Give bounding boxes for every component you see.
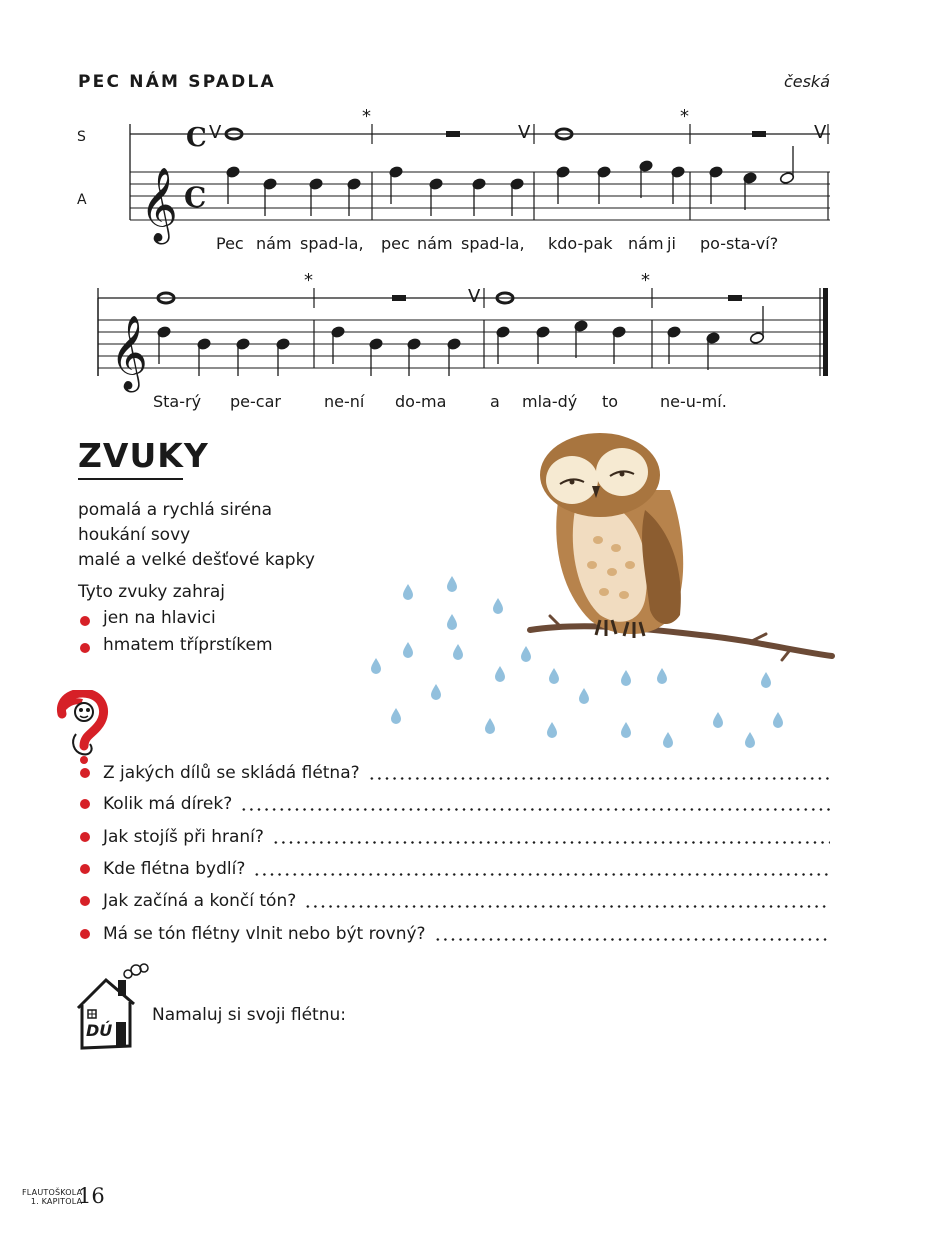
answer-line[interactable] [304,905,830,908]
footer-label [22,1188,82,1206]
answer-line[interactable] [434,938,830,941]
question-text: Jak začíná a končí tón? [103,891,297,911]
lyric-syllable: spad-la, [461,234,525,253]
bullet-icon [80,832,90,842]
question-text: Kde flétna bydlí? [103,859,246,879]
footer-chapter: 1. KAPITOLA [30,1197,83,1206]
svg-text:*: * [680,106,689,127]
owl-illustration [520,430,840,670]
lyric-syllable: Sta-rý [153,392,202,411]
lyric-syllable: do-ma [395,392,447,411]
answer-line[interactable] [240,808,830,811]
bullet-item: hmatem tříprstíkem [103,635,273,655]
svg-text:V: V [209,122,222,143]
svg-text:C: C [184,181,207,214]
bullet-icon [80,768,90,778]
lyric-syllable: spad-la, [300,234,364,253]
question-text: Jak stojíš při hraní? [103,827,264,847]
answer-line[interactable] [272,841,830,844]
answer-line[interactable] [253,873,830,876]
voice-label-alto: A [77,192,87,208]
bullet-icon [80,864,90,874]
svg-text:*: * [641,270,650,291]
question-mark-mascot-icon [54,690,110,766]
lyric-syllable: ne-u-mí. [660,392,727,411]
music-score [0,0,940,420]
song-title: PEC NÁM SPADLA [78,72,276,92]
page-number: 16 [78,1184,105,1208]
lyric-syllable: po-sta-ví? [700,234,779,253]
svg-text:V: V [468,286,481,307]
lyric-syllable: to [602,392,619,411]
lyric-syllable: nám [417,234,453,253]
question-row [80,825,830,849]
bullet-icon [80,896,90,906]
lyric-syllable: ne-ní [324,392,365,411]
heading-underline [78,478,183,480]
sound-line: pomalá a rychlá siréna [78,500,273,520]
question-text: Kolik má dírek? [103,794,233,814]
lyric-syllable: kdo-pak [548,234,613,253]
svg-text:V: V [518,122,531,143]
lyric-syllable: a [490,392,500,411]
section-heading: ZVUKY [78,436,209,475]
question-row [80,889,830,913]
svg-text:𝄞: 𝄞 [110,316,148,390]
svg-text:*: * [362,106,371,127]
lyric-syllable: nám [256,234,292,253]
lyric-syllable: pe-car [230,392,281,411]
lyric-syllable: nám [628,234,664,253]
svg-text:C: C [186,123,207,153]
voice-label-soprano: S [77,129,86,145]
question-text: Z jakých dílů se skládá flétna? [103,763,360,783]
lyric-syllable: ji [667,234,676,253]
bullet-icon [80,929,90,939]
house-icon [74,960,156,1052]
question-row [80,922,830,946]
question-row [80,857,830,881]
lyric-syllable: pec [381,234,410,253]
bullet-icon [80,643,90,653]
footer-series: FLAUTOŠKOLA [22,1188,83,1197]
bullet-icon [80,616,90,626]
instruction-text: Tyto zvuky zahraj [78,582,225,602]
sound-line: malé a velké dešťové kapky [78,550,315,570]
svg-text:*: * [304,270,313,291]
lyric-syllable: mla-dý [522,392,578,411]
question-row [80,761,830,785]
svg-text:𝄞: 𝄞 [140,168,178,242]
answer-line[interactable] [368,777,830,780]
bullet-icon [80,799,90,809]
song-origin: česká [783,72,830,91]
lyric-syllable: Pec [216,234,244,253]
bullet-item: jen na hlavici [103,608,216,628]
homework-badge: DÚ [86,1021,113,1040]
question-text: Má se tón flétny vlnit nebo být rovný? [103,924,426,944]
sound-line: houkání sovy [78,525,191,545]
homework-text: Namaluj si svoji flétnu: [152,1005,346,1025]
svg-text:V: V [814,122,827,143]
question-row [80,792,830,816]
